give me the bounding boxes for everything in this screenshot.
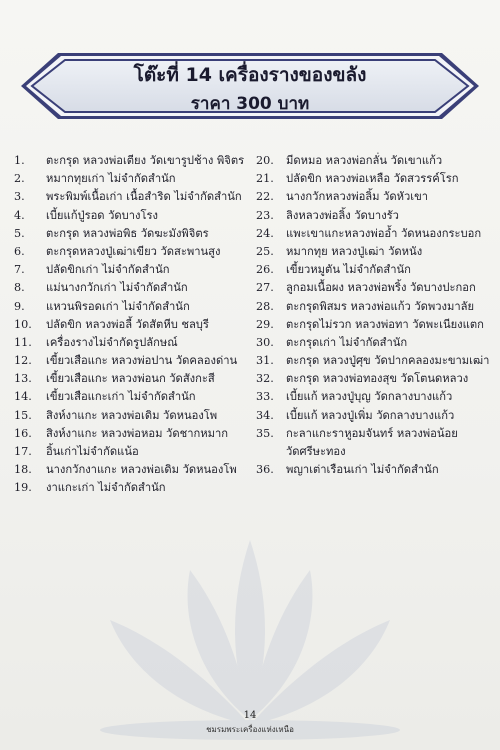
list-item bbox=[14, 316, 254, 334]
list-item bbox=[14, 425, 254, 443]
item-number: 16. bbox=[14, 426, 32, 440]
list-item bbox=[256, 461, 496, 479]
lotus-watermark-icon bbox=[90, 520, 410, 740]
list-item bbox=[14, 261, 254, 279]
list-item bbox=[256, 170, 496, 188]
item-text: นางกวักงาแกะ หลวงพ่อเดิม วัดหนองโพ bbox=[46, 463, 237, 477]
item-text: ตะกรุดหลวงปู่เฒ่าเขียว วัดสะพานสูง bbox=[46, 244, 221, 258]
item-text: ตะกรุด หลวงพ่อทองสุข วัดโตนดหลวง bbox=[286, 372, 469, 386]
item-text: หมากทุยเก่า ไม่จำกัดสำนัก bbox=[46, 172, 176, 186]
item-number: 17. bbox=[14, 445, 32, 458]
item-number: 21. bbox=[256, 172, 274, 186]
item-number: 20. bbox=[256, 154, 274, 167]
item-number: 35. bbox=[256, 426, 274, 440]
item-text: ลิงหลวงพ่อลิ้ง วัดบางรัว bbox=[286, 208, 399, 222]
item-text: ตะกรุด หลวงพ่อเตียง วัดเขารูปช้าง พิจิตร bbox=[46, 154, 245, 167]
list-item bbox=[256, 279, 496, 297]
item-text: เบี้ยแก้ปู่รอด วัดบางโรง bbox=[46, 208, 158, 222]
item-text: แม่นางกวักเก่า ไม่จำกัดสำนัก bbox=[46, 281, 188, 295]
item-text: แหวนพิรอดเก่า ไม่จำกัดสำนัก bbox=[46, 299, 190, 313]
item-number: 31. bbox=[256, 354, 274, 368]
item-text: ปลัดขิก หลวงพ่อเหลือ วัดสวรรค์โรก bbox=[286, 172, 459, 186]
list-item bbox=[256, 152, 496, 170]
list-item bbox=[256, 352, 496, 370]
list-item bbox=[256, 425, 496, 443]
item-number: 27. bbox=[256, 281, 274, 295]
item-list-right bbox=[256, 152, 496, 479]
item-text: แพะเขาแกะหลวงพ่ออ้ำ วัดหนองกระบอก bbox=[286, 226, 482, 240]
list-item bbox=[256, 261, 496, 279]
list-item bbox=[14, 188, 254, 206]
item-number: 24. bbox=[256, 226, 274, 240]
item-number: 36. bbox=[256, 463, 274, 477]
list-item bbox=[256, 225, 496, 243]
item-text: มีดหมอ หลวงพ่อกลั่น วัดเขาแก้ว bbox=[286, 154, 443, 167]
page-title: โต๊ะที่ 14 เครื่องรางของขลัง bbox=[133, 64, 367, 86]
item-text: เขี้ยวหมูตัน ไม่จำกัดสำนัก bbox=[286, 263, 411, 277]
item-number: 12. bbox=[14, 354, 32, 368]
item-text: ลูกอมเนื้อผง หลวงพ่อพริ้ง วัดบางปะกอก bbox=[286, 281, 476, 295]
item-number: 34. bbox=[256, 408, 274, 422]
list-item bbox=[14, 170, 254, 188]
list-item bbox=[14, 388, 254, 406]
item-number: 9. bbox=[14, 299, 25, 313]
item-number: 7. bbox=[14, 263, 25, 277]
item-number: 6. bbox=[14, 244, 25, 258]
list-item bbox=[14, 152, 254, 170]
item-number: 19. bbox=[14, 481, 32, 495]
item-text: เขี้ยวเสือแกะ หลวงพ่อนก วัดสังกะสี bbox=[46, 372, 215, 386]
item-text: อิ้นเก่าไม่จำกัดแน้อ bbox=[46, 445, 139, 458]
item-number: 5. bbox=[14, 226, 25, 240]
item-text: ตะกรุดเก่า ไม่จำกัดสำนัก bbox=[286, 335, 408, 349]
item-number: 26. bbox=[256, 263, 274, 277]
item-text: พระพิมพ์เนื้อเก่า เนื้อสำริด ไม่จำกัดสำนัก bbox=[46, 190, 242, 204]
item-number: 10. bbox=[14, 317, 32, 331]
list-item bbox=[14, 479, 254, 497]
page-number: 14 bbox=[243, 710, 257, 721]
item-text: กะลาแกะราหูอมจันทร์ หลวงพ่อน้อย bbox=[286, 426, 458, 440]
list-item-continuation: วัดศรีษะทอง bbox=[286, 445, 346, 458]
item-text: ตะกรุด หลวงพ่อพิธ วัดฆะมังพิจิตร bbox=[46, 226, 209, 240]
item-number: 23. bbox=[256, 208, 274, 222]
list-item bbox=[14, 225, 254, 243]
item-number: 30. bbox=[256, 335, 274, 349]
list-item bbox=[256, 207, 496, 225]
list-item bbox=[14, 461, 254, 479]
item-number: 4. bbox=[14, 208, 25, 222]
item-number: 15. bbox=[14, 408, 32, 422]
price-subtitle: ราคา 300 บาท bbox=[190, 94, 310, 114]
list-item bbox=[14, 352, 254, 370]
item-text: หมากทุย หลวงปู่เฒ่า วัดหนัง bbox=[286, 244, 423, 258]
item-text: ปลัดขิก หลวงพ่อลี้ วัดสัตหีบ ชลบุรี bbox=[46, 317, 209, 331]
item-text: เขี้ยวเสือแกะ หลวงพ่อปาน วัดคลองด่าน bbox=[46, 354, 238, 368]
item-number: 18. bbox=[14, 463, 32, 477]
list-item bbox=[14, 334, 254, 352]
title-banner bbox=[18, 50, 482, 122]
item-number: 25. bbox=[256, 244, 274, 258]
list-item bbox=[256, 388, 496, 406]
item-text: สิงห์งาแกะ หลวงพ่อหอม วัดชากหมาก bbox=[46, 426, 229, 440]
item-text: ตะกรุดพิสมร หลวงพ่อแก้ว วัดพวงมาลัย bbox=[286, 299, 475, 313]
list-item bbox=[14, 443, 254, 461]
item-number: 28. bbox=[256, 299, 274, 313]
publisher-footer: ชมรมพระเครื่องแห่งเหนือ bbox=[206, 725, 294, 734]
item-text: ตะกรุด หลวงปู่ศุข วัดปากคลองมะขามเฒ่า bbox=[286, 354, 490, 368]
item-text: พญาเต่าเรือนเก่า ไม่จำกัดสำนัก bbox=[286, 463, 439, 477]
list-item bbox=[256, 243, 496, 261]
item-number: 29. bbox=[256, 317, 274, 331]
list-item bbox=[14, 370, 254, 388]
item-text: งาแกะเก่า ไม่จำกัดสำนัก bbox=[46, 481, 166, 495]
item-text: เบี้ยแก้ หลวงปู่เพิ่ม วัดกลางบางแก้ว bbox=[286, 408, 455, 422]
list-item bbox=[256, 407, 496, 425]
item-text: เครื่องรางไม่จำกัดรูปลักษณ์ bbox=[46, 335, 178, 349]
list-item bbox=[256, 188, 496, 206]
item-list-left bbox=[14, 152, 254, 498]
item-number: 32. bbox=[256, 372, 274, 386]
item-text: สิงห์งาแกะ หลวงพ่อเดิม วัดหนองโพ bbox=[46, 408, 218, 422]
list-item bbox=[256, 334, 496, 352]
item-number: 14. bbox=[14, 390, 32, 404]
list-item bbox=[14, 279, 254, 297]
list-item bbox=[14, 407, 254, 425]
item-text: เบี้ยแก้ หลวงปู่บุญ วัดกลางบางแก้ว bbox=[286, 390, 453, 404]
item-number: 2. bbox=[14, 172, 25, 186]
item-number: 22. bbox=[256, 190, 274, 204]
item-number: 1. bbox=[14, 154, 25, 167]
list-item bbox=[256, 298, 496, 316]
item-text: ปลัดขิกเก่า ไม่จำกัดสำนัก bbox=[46, 263, 170, 277]
list-item bbox=[14, 243, 254, 261]
list-item bbox=[14, 298, 254, 316]
item-text: ตะกรุดไม่รวก หลวงพ่อทา วัดพะเนียงแตก bbox=[286, 317, 484, 331]
item-number: 8. bbox=[14, 281, 25, 295]
item-number: 33. bbox=[256, 390, 274, 404]
list-item bbox=[14, 207, 254, 225]
item-number: 3. bbox=[14, 190, 25, 204]
item-number: 11. bbox=[14, 335, 32, 349]
list-item bbox=[256, 370, 496, 388]
list-item bbox=[256, 316, 496, 334]
item-text: นางกวักหลวงพ่อลิ้ม วัดหัวเขา bbox=[286, 190, 429, 204]
item-text: เขี้ยวเสือแกะเก่า ไม่จำกัดสำนัก bbox=[46, 390, 196, 404]
item-number: 13. bbox=[14, 372, 32, 386]
